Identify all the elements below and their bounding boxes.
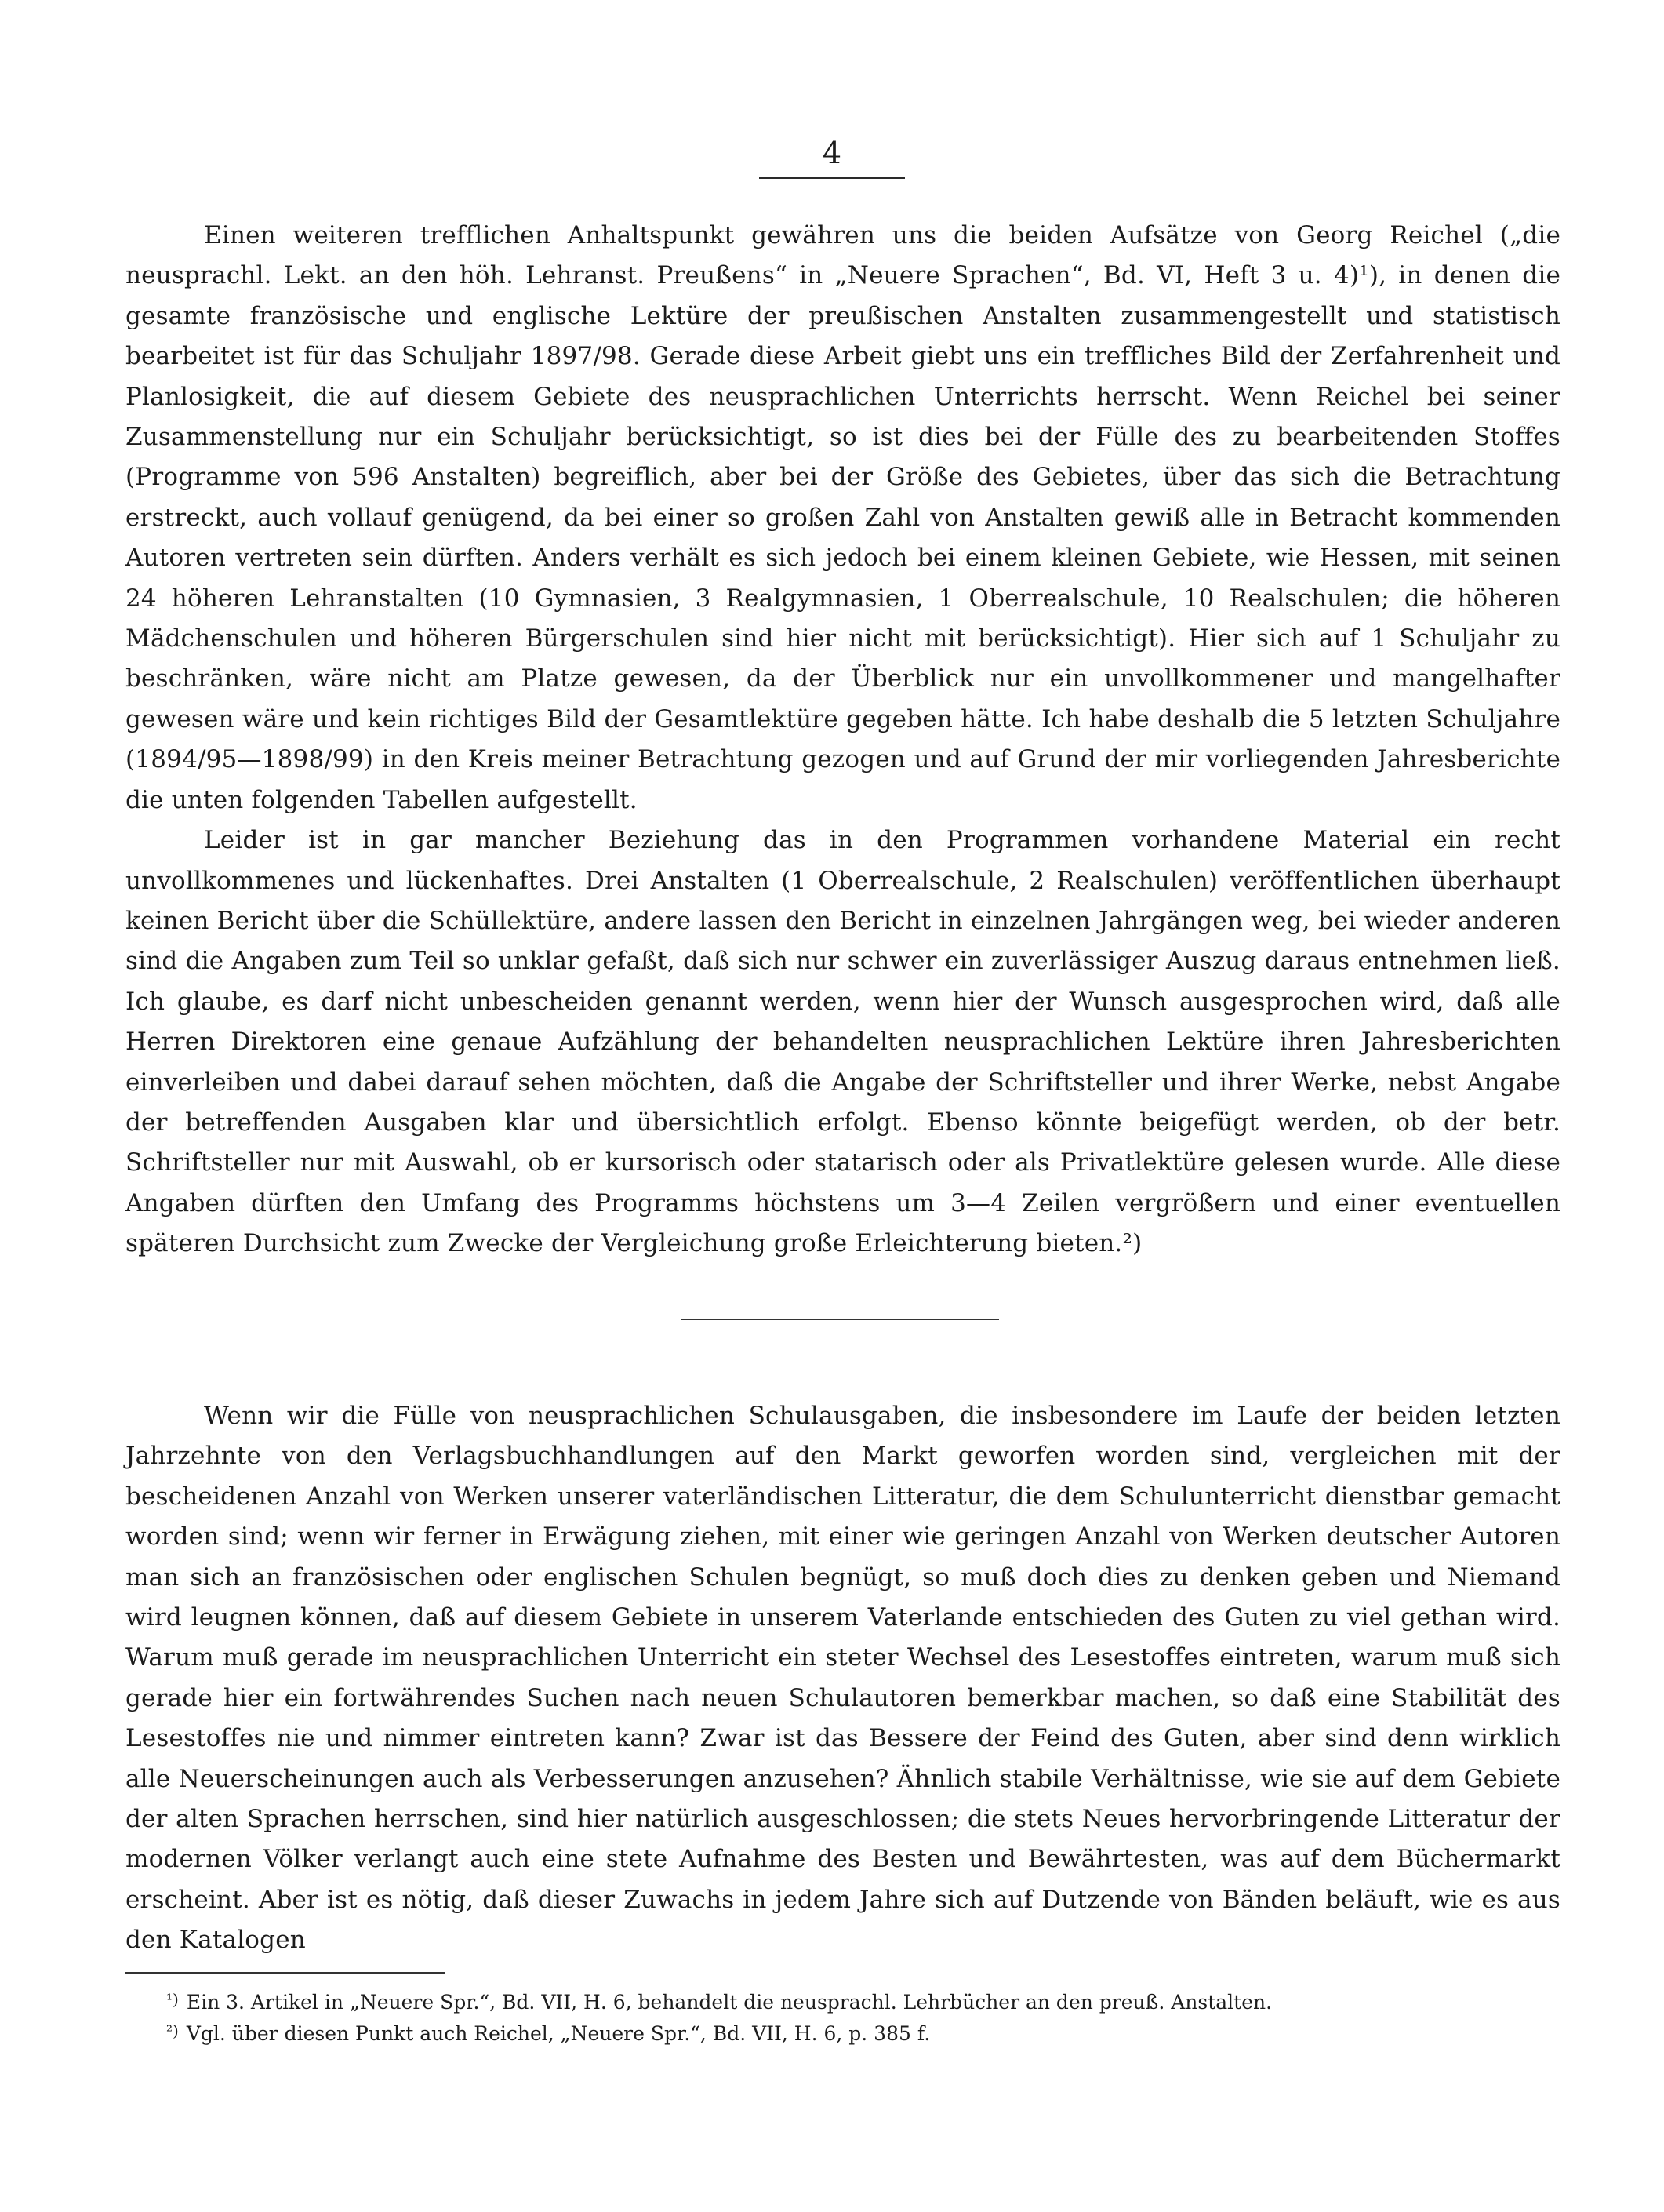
footnote (166, 2017, 1546, 2048)
page-number: 4 (822, 136, 842, 170)
footnote-text: Ein 3. Artikel in „Neuere Spr.“, Bd. VII, H. 6, behandelt die neusprachl. Lehrbücher an den preuß. Anstalten. (186, 1991, 1273, 2014)
footnote (166, 1985, 1546, 2017)
paragraph: Wenn wir die Fülle von neusprachlichen Schulausgaben, die insbesondere im Laufe der beiden letzten Jahrzehnte von den Verlagsbuchhandlungen auf den Markt geworfen worden sind, vergleichen mit der bescheidenen Anzahl von Werken unserer vaterländischen Litteratur, die dem Schulunterricht dienstbar gemacht worden sind; wenn wir ferner in Erwägung ziehen, mit einer wie geringen Anzahl von Werken deutscher Autoren man sich an französischen oder englischen Schulen begnügt, so muß doch dies zu denken geben und Niemand wird leugnen können, daß auf diesem Gebiete in unserem Vaterlande entschieden des Guten zu viel gethan wird. Warum muß gerade im neusprachlichen Unterricht ein steter Wechsel des Lesestoffes eintreten, warum muß sich gerade hier ein fortwährendes Suchen nach neuen Schulautoren bemerkbar machen, so daß eine Stabilität des Lesestoffes nie und nimmer eintreten kann? Zwar ist das Bessere der Feind des Guten, aber sind denn wirklich alle Neuerscheinungen auch als Verbesserungen anzusehen? Ähnlich stabile Verhältnisse, wie sie auf dem Gebiete der alten Sprachen herrschen, sind hier natürlich ausgeschlossen; die stets Neues hervorbringende Litteratur der modernen Völker verlangt auch eine stete Aufnahme des Besten und Bewährtesten, was auf dem Büchermarkt erscheint. Aber ist es nötig, daß dieser Zuwachs in jedem Jahre sich auf Dutzende von Bänden beläuft, wie es aus den Katalogen (125, 1402, 1560, 1955)
paragraph: Leider ist in gar mancher Beziehung das in den Programmen vorhandene Material ein recht unvollkommenes und lückenhaftes. Drei Anstalten (1 Oberrealschule, 2 Realschulen) veröffentlichen überhaupt keinen Bericht über die Schüllektüre, andere lassen den Bericht in einzelnen Jahrgängen weg, bei wieder anderen sind die Angaben zum Teil so unklar gefaßt, daß sich nur schwer ein zuverlässiger Auszug daraus entnehmen ließ. Ich glaube, es darf nicht unbescheiden genannt werden, wenn hier der Wunsch ausgesprochen wird, daß alle Herren Direktoren eine genaue Aufzählung der behandelten neusprachlichen Lektüre ihren Jahresberichten einverleiben und dabei darauf sehen möchten, daß die Angabe der Schriftsteller und ihrer Werke, nebst Angabe der betreffenden Ausgaben klar und übersichtlich erfolgt. Ebenso könnte beigefügt werden, ob der betr. Schriftsteller nur mit Auswahl, ob er kursorisch oder statarisch oder als Privatlektüre gelesen wurde. Alle diese Angaben dürften den Umfang des Programms höchstens um 3—4 Zeilen vergrößern und einer eventuellen späteren Durchsicht zum Zwecke der Vergleichung große Erleichterung bieten.²) (125, 826, 1560, 1258)
paragraph: Einen weiteren trefflichen Anhaltspunkt gewähren uns die beiden Aufsätze von Georg Reichel („die neusprachl. Lekt. an den höh. Lehranst. Preußens“ in „Neuere Sprachen“, Bd. VI, Heft 3 u. 4)¹), in denen die gesamte französische und englische Lektüre der preußischen Anstalten zusammengestellt und statistisch bearbeitet ist für das Schuljahr 1897/98. Gerade diese Arbeit giebt uns ein treffliches Bild der Zerfahrenheit und Planlosigkeit, die auf diesem Gebiete des neusprachlichen Unterrichts herrscht. Wenn Reichel bei seiner Zusammenstellung nur ein Schuljahr berücksichtigt, so ist dies bei der Fülle des zu bearbeitenden Stoffes (Programme von 596 Anstalten) begreiflich, aber bei der Größe des Gebietes, über das sich die Betrachtung erstreckt, auch vollauf genügend, da bei einer so großen Zahl von Anstalten gewiß alle in Betracht kommenden Autoren vertreten sein dürften. Anders verhält es sich jedoch bei einem kleinen Gebiete, wie Hessen, mit seinen 24 höheren Lehranstalten (10 Gymnasien, 3 Realgymnasien, 1 Oberrealschule, 10 Realschulen; die höheren Mädchenschulen und höheren Bürgerschulen sind hier nicht mit berücksichtigt). Hier sich auf 1 Schuljahr zu beschränken, wäre nicht am Platze gewesen, da der Überblick nur ein unvollkommener und mangelhafter gewesen wäre und kein richtiges Bild der Gesamtlektüre gegeben hätte. Ich habe deshalb die 5 letzten Schuljahre (1894/95—1898/99) in den Kreis meiner Betrachtung gezogen und auf Grund der mir vorliegenden Jahresberichte die unten folgenden Tabellen aufgestellt. (125, 221, 1560, 814)
footnote-mark: ²) (166, 2021, 179, 2040)
section-2-text (125, 1396, 1560, 1961)
section-separator-rule (681, 1319, 999, 1320)
footnote-rule (125, 1972, 445, 1974)
footnote-mark: ¹) (166, 1990, 179, 2009)
footnote-text: Vgl. über diesen Punkt auch Reichel, „Neuere Spr.“, Bd. VII, H. 6, p. 385 f. (186, 2022, 931, 2045)
section-1-text (125, 216, 1560, 1264)
page-number-rule (759, 177, 905, 179)
footnotes (166, 1985, 1546, 2048)
